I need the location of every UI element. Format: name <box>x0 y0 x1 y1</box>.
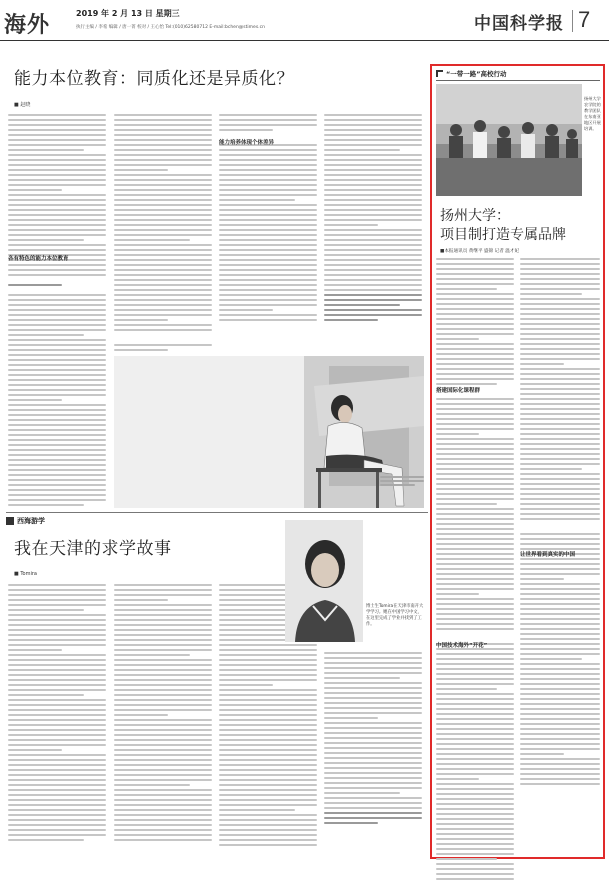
portrait-illustration <box>285 520 363 642</box>
masthead-editors: 执行主编 / 李希 编辑 / 唐一菁 校对 / 王心怡 Tel:(010)62580712 E-mail:bchen@stimes.cn <box>76 25 265 30</box>
sidebar-title-2: 项目制打造专属品牌 <box>440 227 566 243</box>
sidebar-tag <box>436 69 507 78</box>
tag-corner-icon <box>436 70 443 77</box>
column2-photo-caption: 博士生Tomira在天津市南开大学学习。她在中国学习中文，在这里完成了学业并找到了工作。 <box>366 604 424 627</box>
training-group-illustration <box>436 84 582 196</box>
lead-body-col2b <box>114 344 212 354</box>
sidebar-photo <box>436 84 582 196</box>
sidebar-subhead-1: 搭建国际化课程群 <box>436 388 481 394</box>
lead-photo-caption-lines <box>380 474 424 488</box>
column2-byline: ■ Tomira <box>14 571 37 577</box>
seated-student-illustration <box>114 356 424 508</box>
lead-body-col2 <box>114 114 212 344</box>
column2-body-col4 <box>324 652 422 852</box>
section-divider <box>6 512 428 513</box>
column2-tag-text: 西海游学 <box>17 517 45 525</box>
lead-photo <box>114 356 424 508</box>
masthead-divider-v <box>572 10 573 32</box>
masthead <box>0 0 609 44</box>
column2-body-col2 <box>114 584 212 854</box>
sidebar-tag-rule <box>436 80 600 81</box>
column2-tag <box>6 516 45 526</box>
column2-body-col1 <box>8 584 106 854</box>
sidebar-title-1: 扬州大学： <box>440 208 510 224</box>
page-number: 7 <box>578 7 591 32</box>
sidebar-byline: ■本报通讯员 黄继平 盛锦 记者 温才妃 <box>440 249 520 254</box>
section-label: 海外 <box>4 12 51 37</box>
lead-byline: ■ 赵晓 <box>14 102 31 108</box>
sidebar-subhead-3: 让世界看到真实的中国 <box>520 552 576 558</box>
lead-body-col1 <box>8 114 106 474</box>
column2-photo <box>285 520 363 642</box>
masthead-date: 2019 年 2 月 13 日 星期三 <box>76 9 180 18</box>
lead-title: 能力本位教育：同质化还是异质化？ <box>14 69 294 89</box>
sidebar-body-col1 <box>436 258 514 853</box>
paper-name: 中国科学报 <box>474 14 564 34</box>
column2-title: 我在天津的求学故事 <box>14 539 172 559</box>
masthead-rule <box>0 40 609 41</box>
tag-marker-icon <box>6 517 14 525</box>
lead-subhead-2: 能力培养体现个体差异 <box>219 140 275 146</box>
lead-body-col3 <box>219 114 317 344</box>
sidebar-subhead-2: 中国技术海外“开花” <box>436 643 488 649</box>
sidebar-tag-text: “一带一路”高校行动 <box>446 70 507 78</box>
lead-body-col4 <box>324 114 422 344</box>
lead-subhead-1: 各有特色的能力本位教育 <box>8 256 69 262</box>
sidebar-photo-caption: 扬州大学农学院的教学团队在东南亚地区开展培训。 <box>584 96 601 131</box>
